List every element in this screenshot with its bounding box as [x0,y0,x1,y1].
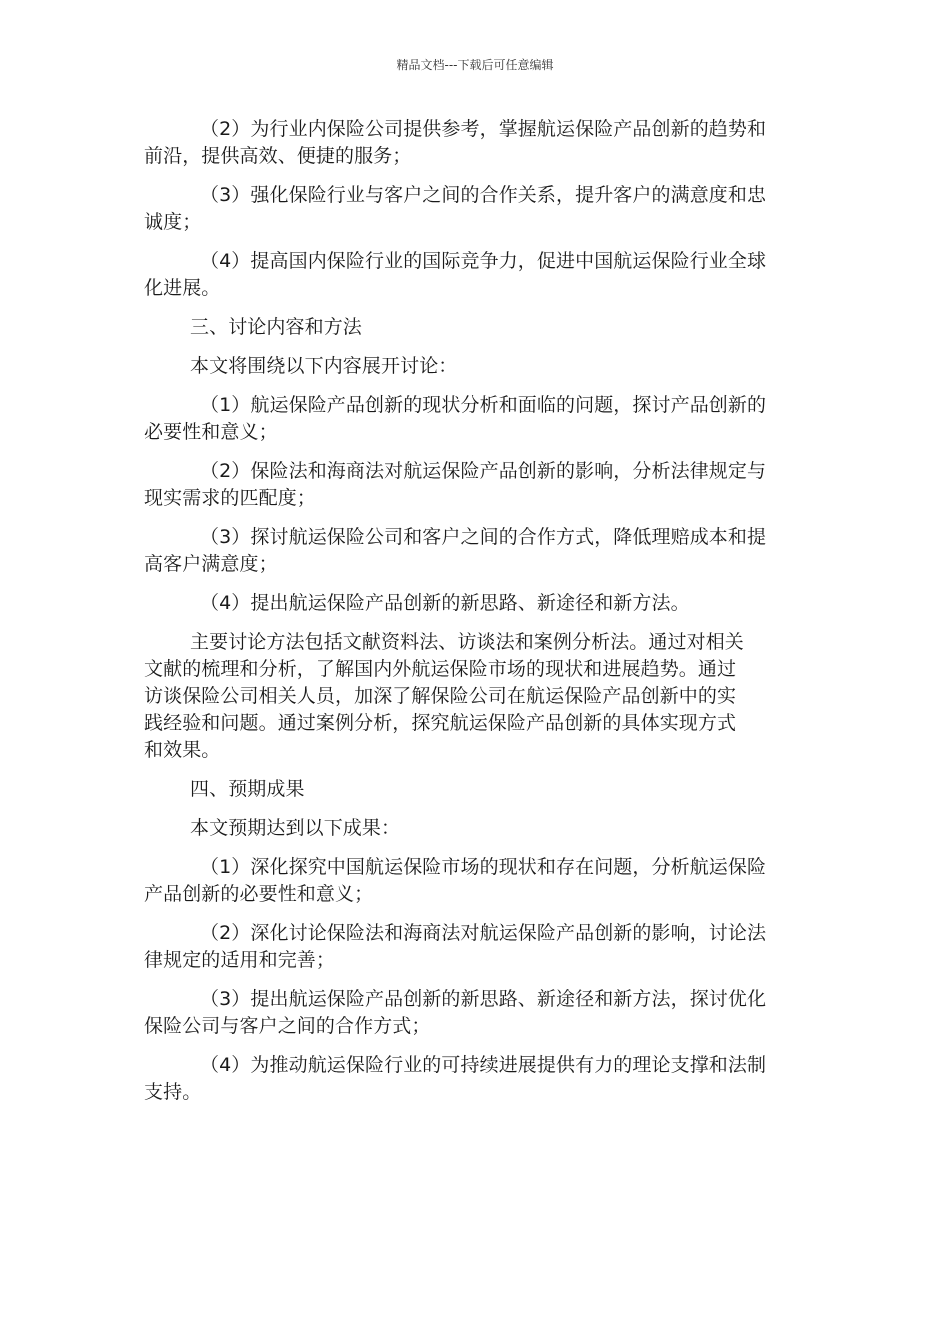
heading-text: 四、预期成果 [190,778,305,800]
paragraph-result-1 [144,854,808,908]
text-line: 本文将围绕以下内容展开讨论： [190,355,458,377]
paragraph-methods [144,629,808,764]
text-line: 支持。 [144,1081,202,1103]
text-line: （2）为行业内保险公司提供参考，掌握航运保险产品创新的趋势和 [200,118,767,140]
section-heading-3 [144,314,808,341]
page-header: 精品文档---下载后可任意编辑 [396,58,554,72]
text-line: 和效果。 [144,739,221,761]
paragraph-discussion-2 [144,458,808,512]
text-line: （4）提出航运保险产品创新的新思路、新途径和新方法。 [200,592,690,614]
text-line: （2）保险法和海商法对航运保险产品创新的影响，分析法律规定与 [200,460,767,482]
heading-text: 三、讨论内容和方法 [190,316,362,338]
text-line: 主要讨论方法包括文献资料法、访谈法和案例分析法。通过对相关 [190,631,744,653]
text-line: （4）提高国内保险行业的国际竞争力，促进中国航运保险行业全球 [200,250,767,272]
text-line: 访谈保险公司相关人员，加深了解保险公司在航运保险产品创新中的实 [144,685,737,707]
text-line: （2）深化讨论保险法和海商法对航运保险产品创新的影响，讨论法 [200,922,767,944]
paragraph-intro-results [144,815,808,842]
text-line: 现实需求的匹配度； [144,487,316,509]
text-line: 律规定的适用和完善； [144,949,336,971]
document-body [144,116,808,1118]
text-line: （1）航运保险产品创新的现状分析和面临的问题，探讨产品创新的 [200,394,767,416]
paragraph-discussion-3 [144,524,808,578]
text-line: （3）强化保险行业与客户之间的合作关系，提升客户的满意度和忠 [200,184,767,206]
section-heading-4 [144,776,808,803]
paragraph-discussion-1 [144,392,808,446]
text-line: 化进展。 [144,277,221,299]
text-line: 高客户满意度； [144,553,278,575]
text-line: 产品创新的必要性和意义； [144,883,374,905]
paragraph-result-3 [144,986,808,1040]
text-line: 诚度； [144,211,202,233]
text-line: （4）为推动航运保险行业的可持续进展提供有力的理论支撑和法制 [200,1054,767,1076]
text-line: 前沿，提供高效、便捷的服务； [144,145,412,167]
text-line: （3）探讨航运保险公司和客户之间的合作方式，降低理赔成本和提 [200,526,767,548]
text-line: 必要性和意义； [144,421,278,443]
text-line: 本文预期达到以下成果： [190,817,401,839]
paragraph-result-2 [144,920,808,974]
paragraph-goal-3 [144,182,808,236]
paragraph-goal-4 [144,248,808,302]
paragraph-result-4 [144,1052,808,1106]
paragraph-goal-2 [144,116,808,170]
paragraph-intro-discussion [144,353,808,380]
text-line: （3）提出航运保险产品创新的新思路、新途径和新方法，探讨优化 [200,988,767,1010]
text-line: 践经验和问题。通过案例分析，探究航运保险产品创新的具体实现方式 [144,712,737,734]
text-line: 文献的梳理和分析，了解国内外航运保险市场的现状和进展趋势。通过 [144,658,737,680]
paragraph-discussion-4 [144,590,808,617]
text-line: （1）深化探究中国航运保险市场的现状和存在问题，分析航运保险 [200,856,767,878]
text-line: 保险公司与客户之间的合作方式； [144,1015,431,1037]
